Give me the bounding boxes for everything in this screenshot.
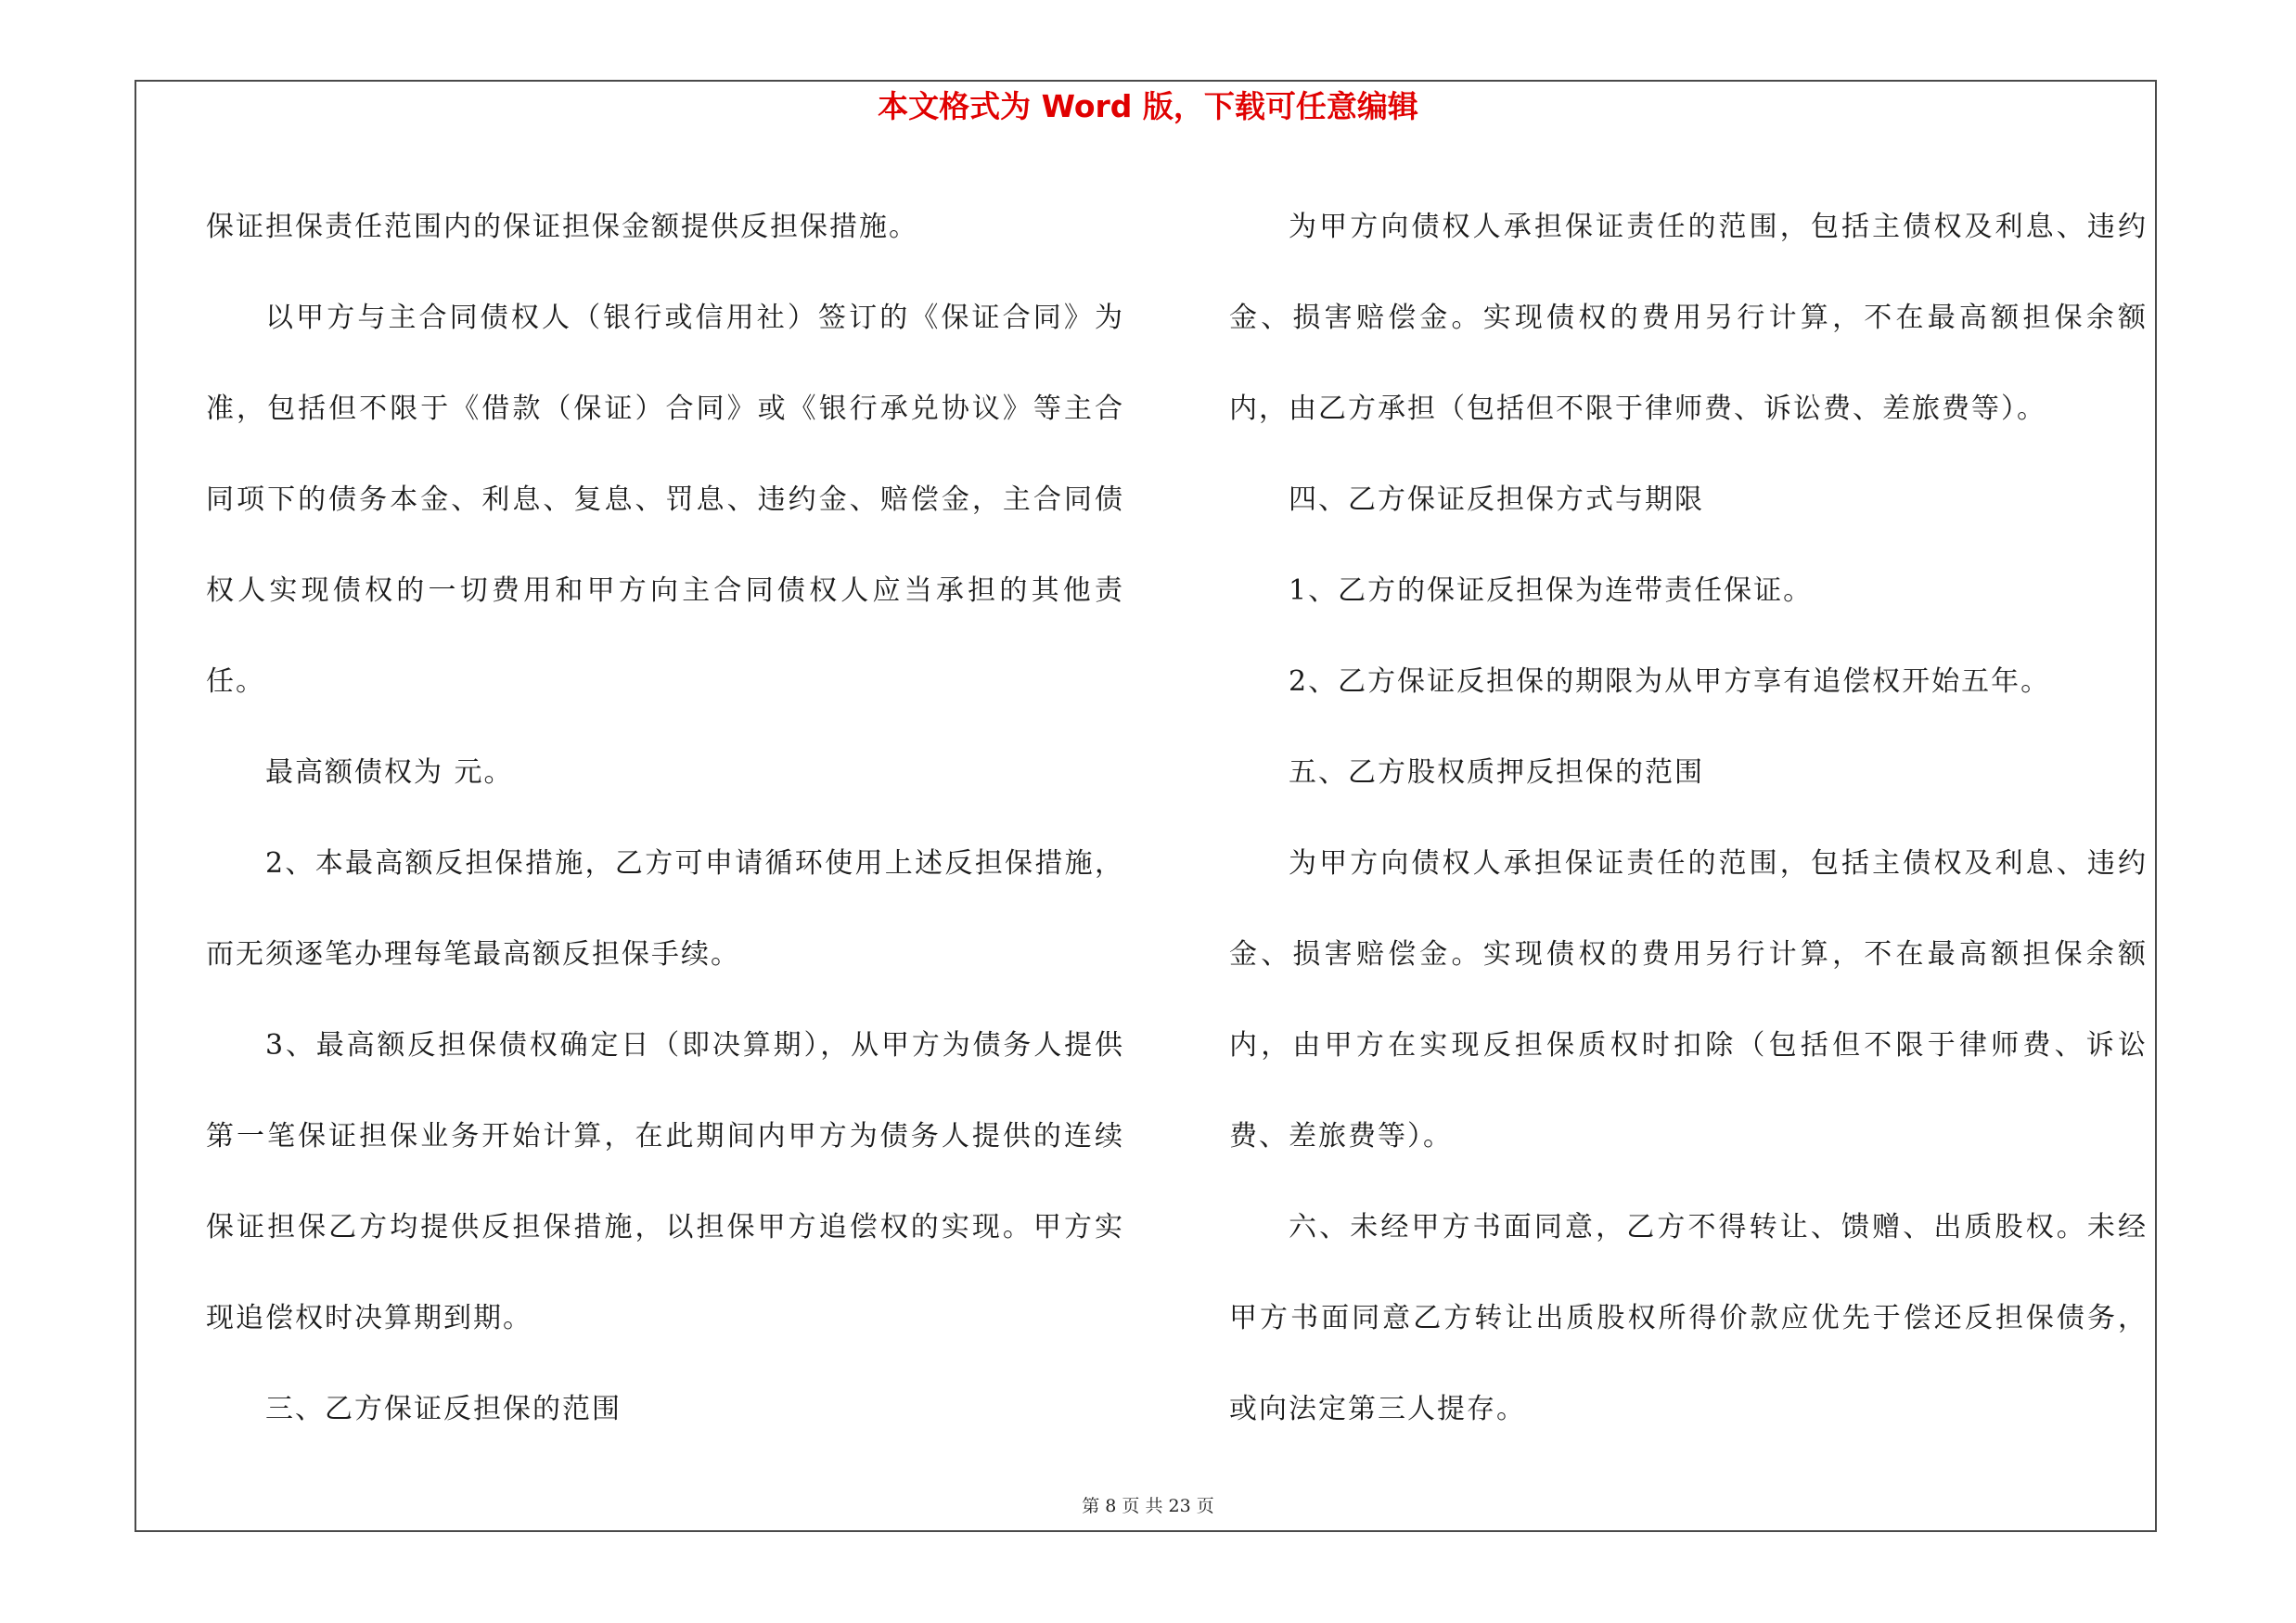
page-number-footer [0, 1494, 2296, 1518]
page-prefix: 第 [1082, 1496, 1100, 1516]
paragraph: 最高额债权为 元。 [265, 756, 514, 789]
paragraph: 为甲方向债权人承担保证责任的范围，包括主债权及利息、违约金、损害赔偿金。实现债权的费用另行计算，不在最高额担保余额内，由甲方在实现反担保质权时扣除（包括但不限于律师费、诉讼费、差旅费等）。 [1229, 847, 2148, 1153]
section-heading: 四、乙方保证反担保方式与期限 [1289, 483, 1704, 516]
section-heading: 三、乙方保证反担保的范围 [265, 1393, 622, 1425]
paragraph: 2、乙方保证反担保的期限为从甲方享有追偿权开始五年。 [1289, 665, 2051, 698]
paragraph: 2、本最高额反担保措施，乙方可申请循环使用上述反担保措施，而无须逐笔办理每笔最高额反担保手续。 [206, 847, 1124, 971]
section-heading: 五、乙方股权质押反担保的范围 [1289, 756, 1704, 789]
page-number: 8 [1105, 1496, 1117, 1516]
page-total: 23 [1168, 1496, 1191, 1516]
format-banner: 本文格式为 Word 版，下载可任意编辑 [878, 88, 1418, 124]
paragraph: 为甲方向债权人承担保证责任的范围，包括主债权及利息、违约金、损害赔偿金。实现债权的费用另行计算，不在最高额担保余额内，由乙方承担（包括但不限于律师费、诉讼费、差旅费等）。 [1229, 211, 2148, 425]
paragraph: 六、未经甲方书面同意，乙方不得转让、馈赠、出质股权。未经甲方书面同意乙方转让出质股权所得价款应优先于偿还反担保债务，或向法定第三人提存。 [1229, 1211, 2148, 1425]
right-column [1229, 182, 2148, 1455]
paragraph: 1、乙方的保证反担保为连带责任保证。 [1289, 574, 1814, 607]
page-middle: 页 共 [1122, 1496, 1163, 1516]
paragraph: 保证担保责任范围内的保证担保金额提供反担保措施。 [206, 211, 918, 243]
left-column [206, 182, 1124, 1455]
paragraph: 3、最高额反担保债权确定日（即决算期），从甲方为债务人提供第一笔保证担保业务开始计算，在此期间内甲方为债务人提供的连续保证担保乙方均提供反担保措施，以担保甲方追偿权的实现。甲方实现追偿权时决算期到期。 [206, 1029, 1124, 1334]
paragraph: 以甲方与主合同债权人（银行或信用社）签订的《保证合同》为准，包括但不限于《借款（保证）合同》或《银行承兑协议》等主合同项下的债务本金、利息、复息、罚息、违约金、赔偿金，主合同债权人实现债权的一切费用和甲方向主合同债权人应当承担的其他责任。 [206, 302, 1124, 698]
page-suffix: 页 [1196, 1496, 1214, 1516]
